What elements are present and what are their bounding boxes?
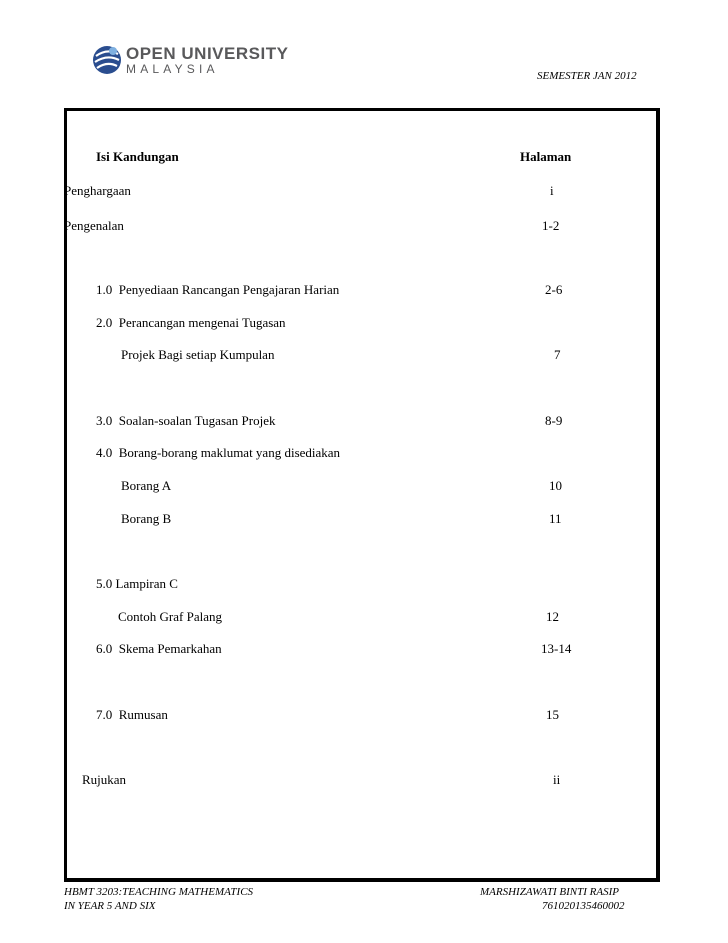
semester-label: SEMESTER JAN 2012 [537,70,637,82]
toc-entry-label: Contoh Graf Palang [118,609,222,624]
toc-heading: Isi Kandungan [96,149,179,164]
toc-entry-label: 1.0 Penyediaan Rancangan Pengajaran Harian [96,282,340,297]
toc-entry-label: 3.0 Soalan-soalan Tugasan Projek [96,413,276,428]
toc-entry-page: ii [553,772,561,787]
toc-entry-label: 5.0 Lampiran C [96,576,178,591]
content-frame [64,108,660,881]
toc-entry-page: i [550,183,554,198]
logo-text-line1: OPEN UNIVERSITY [126,44,289,63]
toc-entry-label: Rujukan [82,772,127,787]
footer-course-line1: HBMT 3203:TEACHING MATHEMATICS [64,886,254,898]
toc-entry-page: 11 [549,511,562,526]
toc-entry-page: 12 [546,609,559,624]
toc-entry-page: 8-9 [545,413,563,428]
toc-entry-page: 1-2 [542,218,560,233]
footer-course-line2: IN YEAR 5 AND SIX [64,900,156,912]
toc-entry-page: 15 [546,707,559,722]
footer-student-name: MARSHIZAWATI BINTI RASIP [480,886,619,898]
frame-bottom-border [64,878,660,882]
footer-student-id: 761020135460002 [542,900,625,912]
toc-entry-label: Pengenalan [64,218,124,233]
toc-entry-label: 2.0 Perancangan mengenai Tugasan [96,315,286,330]
toc-entry-label: Projek Bagi setiap Kumpulan [121,347,275,362]
toc-entry-page: 13-14 [541,641,572,656]
toc-entry-label: Penghargaan [64,183,131,198]
university-logo [92,42,289,80]
toc-entry-label: 4.0 Borang-borang maklumat yang disediakan [96,445,341,460]
oum-globe-icon [92,44,122,76]
toc-entry-page: 7 [554,347,561,362]
toc-entry-label: 6.0 Skema Pemarkahan [96,641,222,656]
toc-entry-page: 2-6 [545,282,563,297]
toc-entry-page: 10 [549,478,562,493]
toc-page-heading: Halaman [520,149,572,164]
toc-entry-label: 7.0 Rumusan [96,707,168,722]
toc-entry-label: Borang A [121,478,172,493]
logo-text-line2: MALAYSIA [126,62,219,76]
toc-entry-label: Borang B [121,511,172,526]
